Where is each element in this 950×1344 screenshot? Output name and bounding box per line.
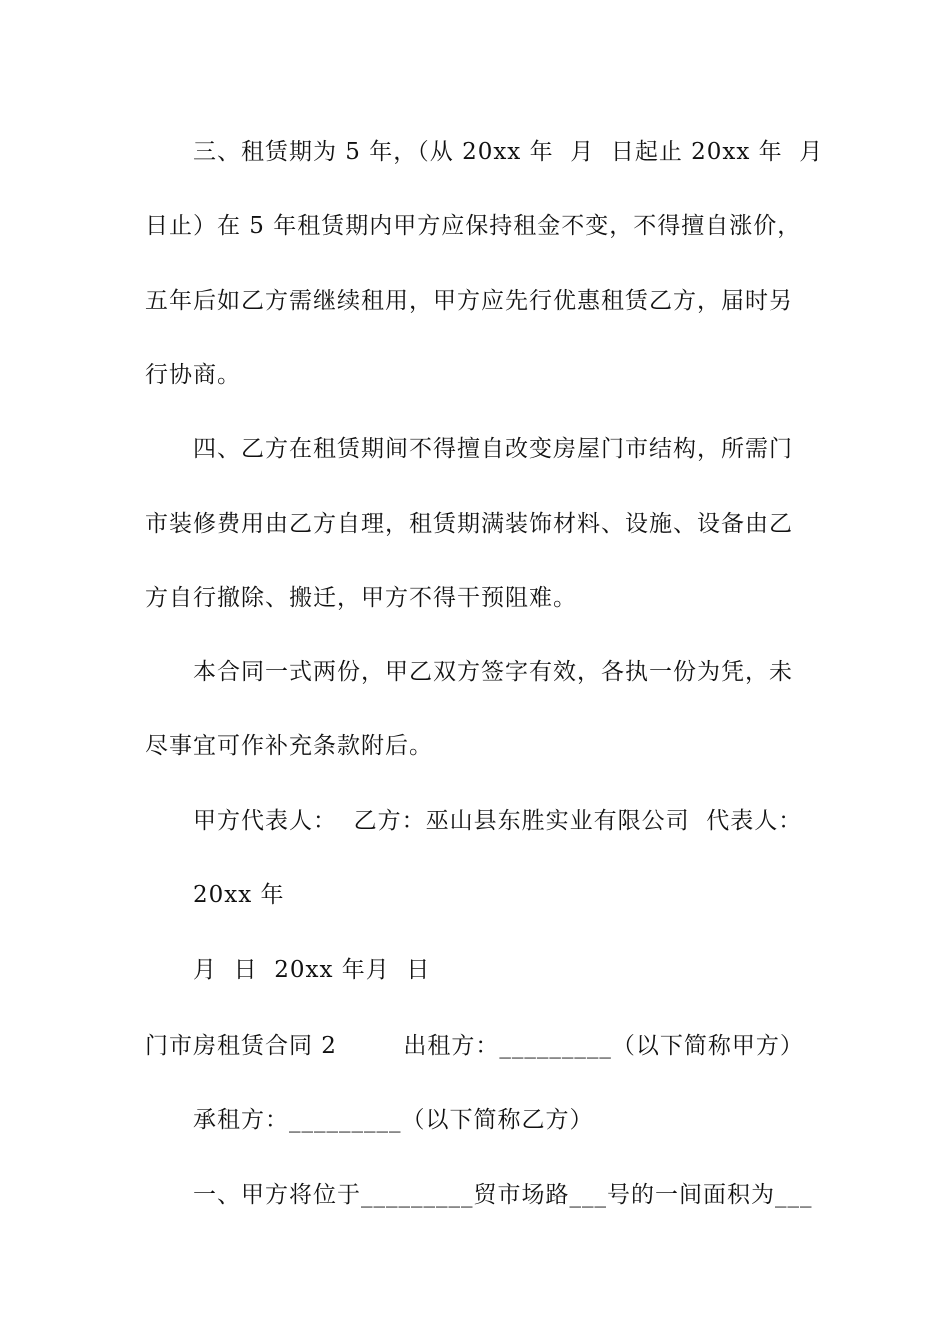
text-line-copies-end: 尽事宜可作补充条款附后。 — [145, 733, 433, 759]
text-line-term-continued: 日止）在 5 年租赁期内甲方应保持租金不变，不得擅自涨价， — [145, 213, 802, 239]
text-line-structure-continued: 市装修费用由乙方自理，租赁期满装饰材料、设施、设备由乙 — [145, 511, 793, 537]
signature-line-year: 20xx 年 — [193, 882, 285, 908]
text-line-term-clause: 三、租赁期为 5 年，（从 20xx 年 月 日起止 20xx 年 月 — [193, 139, 824, 165]
signature-line-parties: 甲方代表人： 乙方：巫山县东胜实业有限公司 代表人： — [193, 808, 803, 834]
text-line-term-renewal: 五年后如乙方需继续租用，甲方应先行优惠租赁乙方，届时另 — [145, 288, 793, 314]
text-line-structure-clause: 四、乙方在租赁期间不得擅自改变房屋门市结构，所需门 — [193, 436, 793, 462]
signature-line-dates: 月 日 20xx 年月 日 — [193, 957, 431, 983]
contract-2-lessee-line: 承租方：_________（以下简称乙方） — [193, 1107, 594, 1133]
text-line-term-negotiation: 行协商。 — [145, 362, 241, 388]
contract-2-heading-lessor: 门市房租赁合同 2 出租方：_________（以下简称甲方） — [145, 1033, 804, 1059]
text-line-structure-end: 方自行撤除、搬迁，甲方不得干预阻难。 — [145, 585, 577, 611]
text-line-copies-clause: 本合同一式两份，甲乙双方签字有效，各执一份为凭，未 — [193, 659, 793, 685]
contract-2-clause-one: 一、甲方将位于_________贸市场路___号的一间面积为___ — [193, 1182, 813, 1208]
